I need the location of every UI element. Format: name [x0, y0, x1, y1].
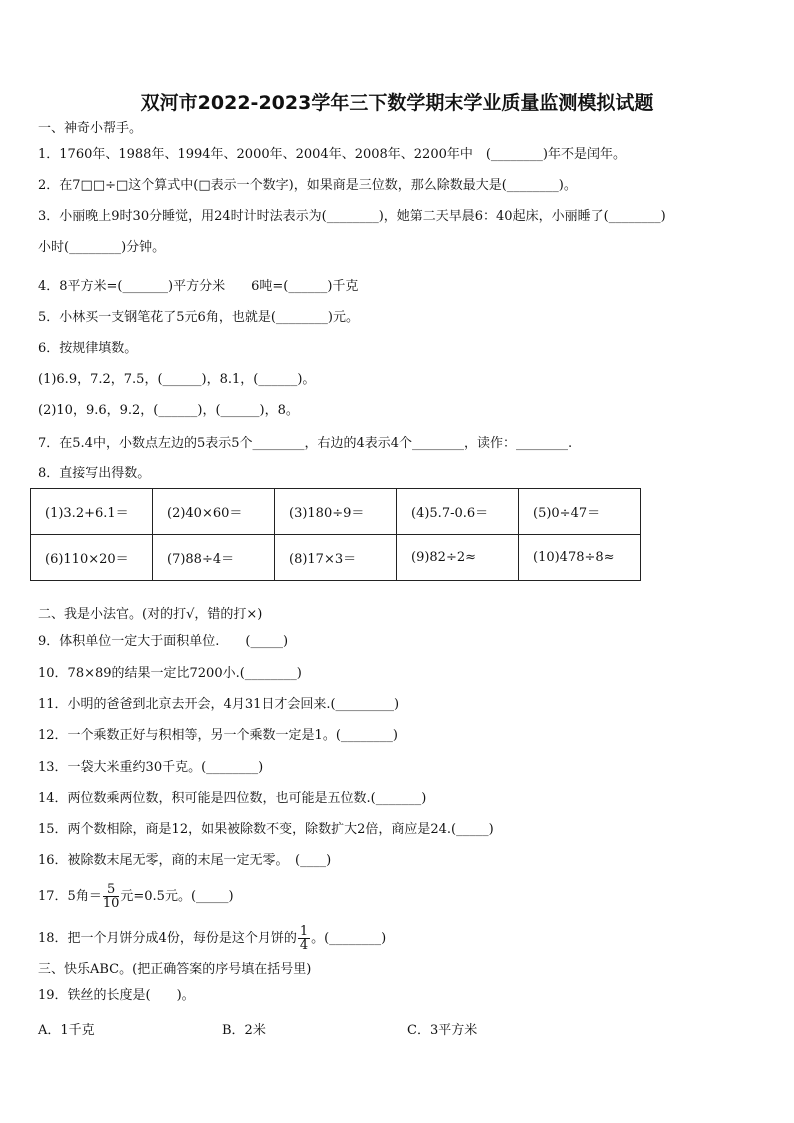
- section-2-heading: 二、我是小法官。(对的打√，错的打×): [38, 607, 263, 622]
- question-7: 7．在5.4中，小数点左边的5表示5个________，右边的4表示4个________，读作：________.: [38, 436, 573, 451]
- table-row: [31, 535, 641, 581]
- table-cell: (3)180÷9＝: [275, 489, 397, 535]
- question-6-part-2: (2)10，9.6，9.2，(______)，(______)，8。: [38, 403, 299, 418]
- question-15: 15．两个数相除，商是12，如果被除数不变，除数扩大2倍，商应是24.(_____): [38, 822, 494, 837]
- table-cell: (5)0÷47＝: [519, 489, 641, 535]
- fraction-numerator: 5: [103, 883, 120, 897]
- calculation-table: [30, 488, 641, 581]
- question-10: 10．78×89的结果一定比7200小.(________): [38, 666, 302, 681]
- question-3-line-1: 3．小丽晚上9时30分睡觉，用24时计时法表示为(________)，她第二天早晨6：40起床，小丽睡了(________): [38, 209, 666, 224]
- table-cell: (2)40×60＝: [153, 489, 275, 535]
- question-5: 5．小林买一支钢笔花了5元6角，也就是(________)元。: [38, 310, 359, 325]
- question-6: 6．按规律填数。: [38, 341, 138, 356]
- table-cell: (10)478÷8≈: [519, 535, 641, 581]
- option-b: B．2米: [222, 1023, 266, 1038]
- table-cell: (4)5.7-0.6＝: [397, 489, 519, 535]
- question-18: [38, 922, 386, 956]
- question-17-text: 17．5角＝: [38, 889, 102, 904]
- question-16: 16．被除数末尾无零，商的末尾一定无零。 (____): [38, 853, 332, 868]
- fraction: [298, 925, 310, 952]
- fraction: [103, 883, 120, 910]
- fraction-denominator: 4: [299, 938, 309, 953]
- question-9: 9．体积单位一定大于面积单位. (_____): [38, 634, 289, 649]
- question-18-text: 18．把一个月饼分成4份，每份是这个月饼的: [38, 931, 297, 946]
- question-4: 4．8平方米=(_______)平方分米 6吨=(______)千克: [38, 279, 359, 294]
- question-1: 1．1760年、1988年、1994年、2000年、2004年、2008年、2200年中 (________)年不是闰年。: [38, 147, 627, 162]
- option-a: A．1千克: [38, 1023, 95, 1038]
- section-1-heading: 一、神奇小帮手。: [38, 121, 143, 136]
- page-title: 双河市2022-2023学年三下数学期末学业质量监测模拟试题: [140, 92, 654, 114]
- question-8: 8．直接写出得数。: [38, 466, 151, 481]
- fraction-denominator: 10: [102, 896, 120, 911]
- fraction-numerator: 1: [299, 924, 309, 939]
- table-cell: (7)88÷4＝: [153, 535, 275, 581]
- question-19: 19．铁丝的长度是( )。: [38, 988, 195, 1003]
- question-12: 12．一个乘数正好与积相等，另一个乘数一定是1。(________): [38, 728, 398, 743]
- question-14: 14．两位数乘两位数，积可能是四位数，也可能是五位数.(_______): [38, 791, 427, 806]
- question-17: [38, 880, 234, 914]
- question-11: 11．小明的爸爸到北京去开会，4月31日才会回来.(_________): [38, 697, 400, 712]
- question-17-text-end: 元=0.5元。(_____): [120, 889, 234, 904]
- question-3-line-2: 小时(________)分钟。: [38, 240, 166, 255]
- question-18-text-end: 。(________): [311, 931, 387, 946]
- option-c: C．3平方米: [407, 1023, 478, 1038]
- table-cell: (9)82÷2≈: [397, 535, 519, 581]
- table-cell: (1)3.2+6.1＝: [31, 489, 153, 535]
- table-cell: (6)110×20＝: [31, 535, 153, 581]
- table-row: [31, 489, 641, 535]
- section-3-heading: 三、快乐ABC。(把正确答案的序号填在括号里): [38, 962, 312, 977]
- table-cell: (8)17×3＝: [275, 535, 397, 581]
- question-6-part-1: (1)6.9，7.2，7.5，(______)，8.1，(______)。: [38, 372, 316, 387]
- question-2: 2．在7□□÷□这个算式中(□表示一个数字)，如果商是三位数，那么除数最大是(________)。: [38, 178, 577, 193]
- question-13: 13．一袋大米重约30千克。(________): [38, 760, 264, 775]
